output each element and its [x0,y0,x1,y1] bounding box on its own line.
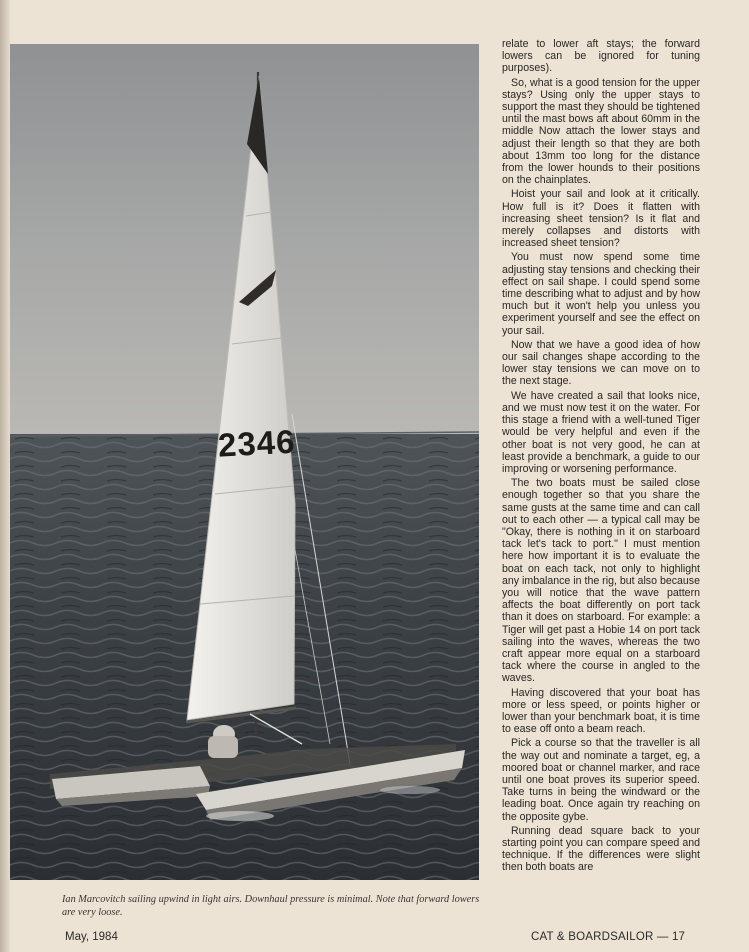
article-paragraph: The two boats must be sailed close enough together so that you share the same gusts at the same time and can call out to each other — a typical call may be "Okay, there is nothing in it on starboard tack let's tack to port." I must mention here how important it is to evaluate the boat on each tack, not only to highlight any imbalance in the rig, but also because you will notice that the wave pattern affects the boat differently on port tack than it does on starboard. For example: a Tiger will get past a Hobie 14 on port tack sailing into the waves, whereas the two craft appear more equal on a starboard tack where the course in angled to the waves. [502,477,700,685]
article-paragraph: We have created a sail that looks nice, and we must now test it on the water. For this stage a friend with a well-tuned Tiger would be very helpful and even if the other boat is not very good, he can at least provide a benchmark, a guide to our improving or worsening performance. [502,389,700,475]
article-paragraph: Now that we have a good idea of how our sail changes shape according to the lower stay tensions we can move on to the next stage. [502,338,700,388]
sail-number: 2346 [217,422,297,464]
issue-date: May, 1984 [65,931,118,943]
photo-caption: Ian Marcovitch sailing upwind in light airs. Downhaul pressure is minimal. Note that forward lowers are very loose. [62,894,480,918]
catamaran-photo-drawing [10,44,479,880]
page-gutter-shadow [0,0,10,952]
article-paragraph: relate to lower aft stays; the forward lowers can be ignored for tuning purposes). [502,38,700,75]
magazine-page-number: CAT & BOARDSAILOR — 17 [531,931,686,943]
article-paragraph: Pick a course so that the traveller is all the way out and nominate a target, eg, a moored boat or channel marker, and race until one boat proves its superior speed. Take turns in being the windward or the leading boat. Once again try reaching on the opposite gybe. [502,737,700,823]
catamaran-photo [10,44,479,880]
article-paragraph: Running dead square back to your starting point you can compare speed and technique. If the differences were slight then both boats are [502,824,700,874]
article-column [502,38,700,918]
article-paragraph: You must now spend some time adjusting stay tensions and checking their effect on sail shape. I could spend some time describing what to adjust and by how much but it won't help you unless you experiment yourself and see the effect on your sail. [502,251,700,337]
article-paragraph: Hoist your sail and look at it critically. How full is it? Does it flatten with increasing sheet tension? Is it flat and merely collapses and distorts with increased sheet tension? [502,188,700,250]
article-paragraph: So, what is a good tension for the upper stays? Using only the upper stays to support the mast they should be tightened until the mast bows aft about 60mm in the middle Now attach the lower stays and adjust their length so that they are both about 13mm too long for the distance from the lower hounds to their positions on the chainplates. [502,76,700,187]
article-paragraph: Having discovered that your boat has more or less speed, or points higher or lower than your benchmark boat, it is time to ease off onto a beam reach. [502,686,700,736]
